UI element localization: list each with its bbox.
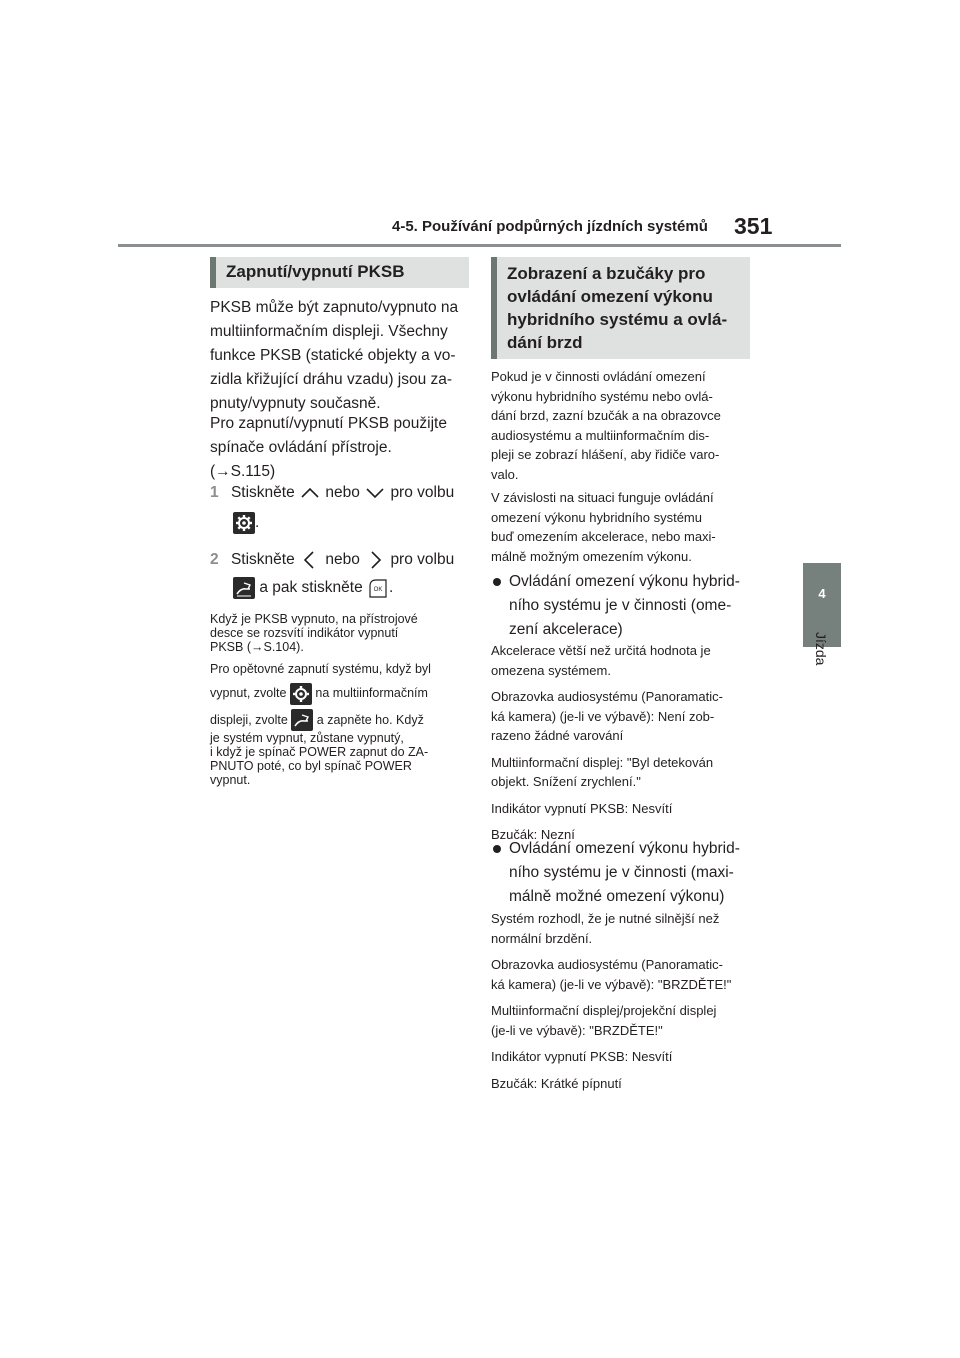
text-line: Ovládání omezení výkonu hybrid- (509, 840, 740, 857)
text-line: Pro opětovné zapnutí systému, když byl (210, 662, 431, 676)
heading-line: hybridního systému a ovlá- (507, 310, 728, 329)
chevron-up-icon (299, 486, 321, 500)
chevron-right-icon (364, 550, 386, 570)
heading-pksb-toggle: Zapnutí/vypnutí PKSB (210, 257, 469, 288)
text-line: ká kamera) (je-li ve výbavě): "BRZDĚTE!" (491, 976, 732, 992)
text-line: zení akcelerace) (509, 621, 623, 638)
text-line: PKSB může být zapnuto/vypnuto na (210, 299, 459, 316)
bullet-dot (493, 845, 501, 853)
text-fragment: vypnut, zvolte (210, 686, 287, 700)
indicator-status: Indikátor vypnutí PKSB: Nesvítí (491, 1049, 673, 1064)
chapter-label: Jízda (813, 632, 829, 666)
heading-line: dání brzd (507, 333, 583, 352)
heading-line: Zobrazení a bzučáky pro (507, 264, 706, 283)
text-fragment: a zapněte ho. Když (316, 712, 424, 727)
text-fragment: na multiinformačním (315, 686, 428, 700)
punctuation: . (255, 514, 260, 532)
text-line: dání brzd, zazní bzučák a na obrazovce (491, 408, 721, 423)
b1-paragraphs (491, 641, 756, 845)
text-line: Multiinformační displej/projekční displej (491, 1003, 717, 1018)
text-line: pleji se zobrazí hlášení, aby řidiče varo- (491, 447, 720, 462)
text-line: je systém vypnut, zůstane vypnutý, (210, 731, 404, 746)
text-line: výkonu hybridního systému nebo ovlá- (491, 388, 713, 404)
buzzer-status: Bzučák: Krátké pípnutí (491, 1075, 622, 1091)
text-line: funkce PKSB (statické objekty a vo- (210, 347, 456, 364)
text-line: spínače ovládání přístroje. (210, 439, 392, 456)
buzzer-status: Bzučák: Nezní (491, 827, 575, 842)
text-line: omezení výkonu hybridního systému (491, 509, 702, 525)
text-line: pnuty/vypnuty současně. (210, 395, 381, 412)
text-line: omezena systémem. (491, 662, 611, 678)
step-text: Stiskněte (230, 484, 295, 501)
paragraph-warning-intro (491, 367, 756, 484)
step-1-icon-line (233, 512, 259, 534)
pksb-icon (233, 577, 255, 599)
step-text: nebo (325, 551, 360, 569)
pksb-icon (291, 709, 313, 731)
step-text: Stiskněte (230, 551, 295, 569)
text-line: Ovládání omezení výkonu hybrid- (509, 573, 740, 590)
settings-gear-icon (290, 683, 312, 705)
step-text: a pak stiskněte (259, 579, 363, 597)
indicator-status: Indikátor vypnutí PKSB: Nesvítí (491, 800, 673, 816)
text-line: ká kamera) (je-li ve výbavě): Není zob- (491, 708, 715, 724)
chevron-down-icon (364, 486, 386, 500)
bullet-max-output-limit (509, 837, 759, 909)
settings-gear-icon (233, 512, 255, 534)
text-line: i když je spínač POWER zapnut do ZA- (210, 745, 429, 760)
paragraph-pksb-switches (210, 412, 472, 484)
paragraph-control-modes (491, 488, 756, 566)
text-line: málně možné omezení výkonu) (509, 888, 725, 905)
page-number: 351 (734, 213, 773, 239)
text-line: vypnut. (210, 773, 251, 788)
text-line: ního systému je v činnosti (maxi- (509, 864, 734, 881)
text-line: Pro zapnutí/vypnutí PKSB použijte (210, 415, 447, 432)
page-reference: (→S.115) (210, 463, 276, 480)
section-title: 4-5. Používání podpůrných jízdních systémů (392, 218, 708, 235)
text-line: desce se rozsvítí indikátor vypnutí (210, 626, 399, 640)
text-line: ního systému je v činnosti (ome- (509, 597, 732, 614)
step-2 (210, 550, 454, 570)
text-line: V závislosti na situaci funguje ovládání (491, 490, 714, 505)
heading-line: ovládání omezení výkonu (507, 287, 713, 306)
chevron-left-icon (299, 550, 321, 570)
step-2-icon-line (233, 577, 393, 599)
bullet-acceleration-limit (509, 570, 759, 642)
step-text: nebo (325, 484, 360, 501)
text-line: valo. (491, 466, 519, 482)
text-line: (je-li ve výbavě): "BRZDĚTE!" (491, 1022, 663, 1038)
text-line: Obrazovka audiosystému (Panoramatic- (491, 689, 723, 704)
text-line: zidla křižující dráhu vzadu) jsou za- (210, 371, 453, 388)
step-number: 1 (210, 484, 219, 501)
step-text: pro volbu (390, 551, 455, 569)
text-line: audiosystému a multiinformačním dis- (491, 427, 710, 443)
text-line: Pokud je v činnosti ovládání omezení (491, 369, 706, 384)
text-line: Obrazovka audiosystému (Panoramatic- (491, 957, 723, 972)
text-line: Když je PKSB vypnuto, na přístrojové (210, 612, 418, 626)
note-pksb-off-indicator (210, 612, 472, 654)
note-pksb-reenable (210, 662, 478, 787)
text-line: razeno žádné varování (491, 728, 624, 743)
text-line: Akcelerace větší než určitá hodnota je (491, 643, 711, 658)
svg-text:OK: OK (373, 587, 383, 593)
text-fragment: displeji, zvolte (210, 712, 288, 727)
text-line: Multiinformační displej: "Byl detekován (491, 754, 714, 770)
text-line: normální brzdění. (491, 930, 593, 946)
step-text: pro volbu (390, 484, 455, 501)
ok-button-icon (367, 577, 389, 599)
step-number: 2 (210, 551, 219, 569)
chapter-number: 4 (818, 586, 826, 601)
step-1 (210, 484, 454, 502)
text-line: multiinformačním displeji. Všechny (210, 323, 448, 340)
text-line: málně možným omezením výkonu. (491, 548, 692, 564)
header-divider (118, 244, 841, 247)
text-line: PNUTO poté, co byl spínač POWER (210, 759, 412, 774)
paragraph-pksb-intro (210, 296, 472, 416)
bullet-dot (493, 578, 501, 586)
text-line: buď omezením akcelerace, nebo maxi- (491, 529, 716, 544)
text-line: Systém rozhodl, že je nutné silnější než (491, 911, 720, 926)
heading-displays-buzzers (491, 257, 750, 359)
text-line: PKSB (→S.104). (210, 640, 304, 654)
b2-paragraphs (491, 909, 761, 1093)
text-line: objekt. Snížení zrychlení." (491, 774, 641, 789)
punctuation: . (389, 579, 394, 597)
